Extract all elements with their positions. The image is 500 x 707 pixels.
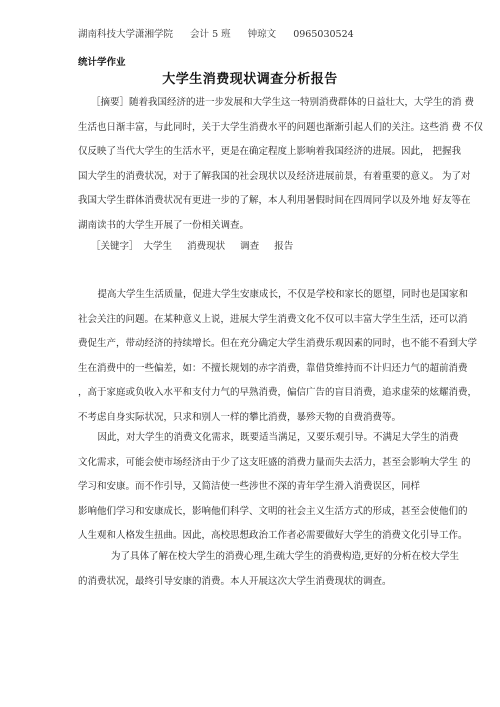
body-line: 社会关注的问题。在某种意义上说，进展大学生消费文化不仅可以丰富大学生生活，还可以消 [78,313,468,325]
body-line: 费促生产，带动经济的持续增长。但在充分确定大学生消费乐观因素的同时，也不能不看到大学 [78,338,478,349]
body-line: 因此，对大学生的消费文化需求，既要适当满足，又要乐观引导。不满足大学生的消费 [88,432,459,443]
body-line: 影响他们学习和安康成长，影响他们科学、文明的社会主义生活方式的形成，甚至会使他们的 [78,505,468,517]
page-title: 大学生消费现状调查分析报告 [162,72,338,87]
abstract-line: 仅反映了当代大学生的生活水平，更是在确定程度上影响着我国经济的进展。因此， 把握我 [78,146,462,157]
assignment-label: 统计学作业 [78,57,126,68]
keyword-item: 报告 [274,241,294,252]
keyword-item: 大学生 [143,241,173,252]
body-line: 的消费状况，最终引导安康的消费。本人开展这次大学生消费现状的调查。 [78,575,392,587]
abstract-line: ［摘要］随着我国经济的进一步发展和大学生这一特别消费群体的日益壮大，大学生的消 费 [91,97,475,108]
abstract-paragraph [78,91,484,238]
abstract-line: 我国大学生群体消费状况有更进一步的了解，本人利用暑假时间在四周同学以及外地 好友等在 [78,195,471,206]
keywords-line [91,238,305,252]
header-student-id: 0965030524 [293,29,354,40]
body-line: 提高大学生生活质量，促进大学生安康成长，不仅是学校和家长的愿望，同时也是国家和 [88,289,469,300]
header-class: 会计 5 班 [190,29,231,40]
body-paragraph-2 [78,426,471,549]
keywords-label: ［关键字］ [91,241,139,252]
body-paragraph-3 [78,545,460,594]
abstract-line: 湖南读书的大学生开展了一份相关调查。 [78,219,250,231]
body-line: 人生观和人格发生扭曲。因此，高校思想政治工作者必需要做好大学生的消费文化引导工作。 [78,530,468,541]
header-name: 钟琼文 [247,29,277,40]
body-line: ，高于家庭或负收入水平和支付力气的早熟消费，偏信广告的盲目消费，追求虚荣的炫耀消费， [78,387,478,398]
body-line: 学习和安康。而不作引导，又简洁使一些涉世不深的青年学生滑入消费误区，同样 [78,481,421,492]
header-school: 湖南科技大学潇湘学院 [78,29,174,40]
body-line: 不考虑自身实际状况，只求和别人一样的攀比消费，暴殄天物的自费消费等。 [78,411,402,423]
abstract-line: 国大学生的消费状况，对于了解我国的社会现状以及经济进展前景，有着重要的意义。 为了对 [78,170,471,182]
document-header [78,26,368,40]
abstract-line: 生活也日渐丰富，与此同时，关于大学生消费水平的问题也渐渐引起人们的关注。这些消 费 不仅 [78,121,484,133]
body-line: 文化需求，可能会使市场经济由于少了这支旺盛的消费力量而失去活力，甚至会影响大学生 的 [78,456,471,468]
body-paragraph-1 [78,283,478,430]
keyword-item: 消费现状 [187,241,226,252]
keyword-item: 调查 [240,241,260,252]
body-line: 生在消费中的一些偏差，如：不擅长规划的赤字消费，靠借贷维持而不计归还力气的超前消费 [78,362,468,374]
body-line: 为了具体了解在校大学生的消费心理,生疏大学生的消费构造,更好的分析在校大学生 [92,551,460,562]
